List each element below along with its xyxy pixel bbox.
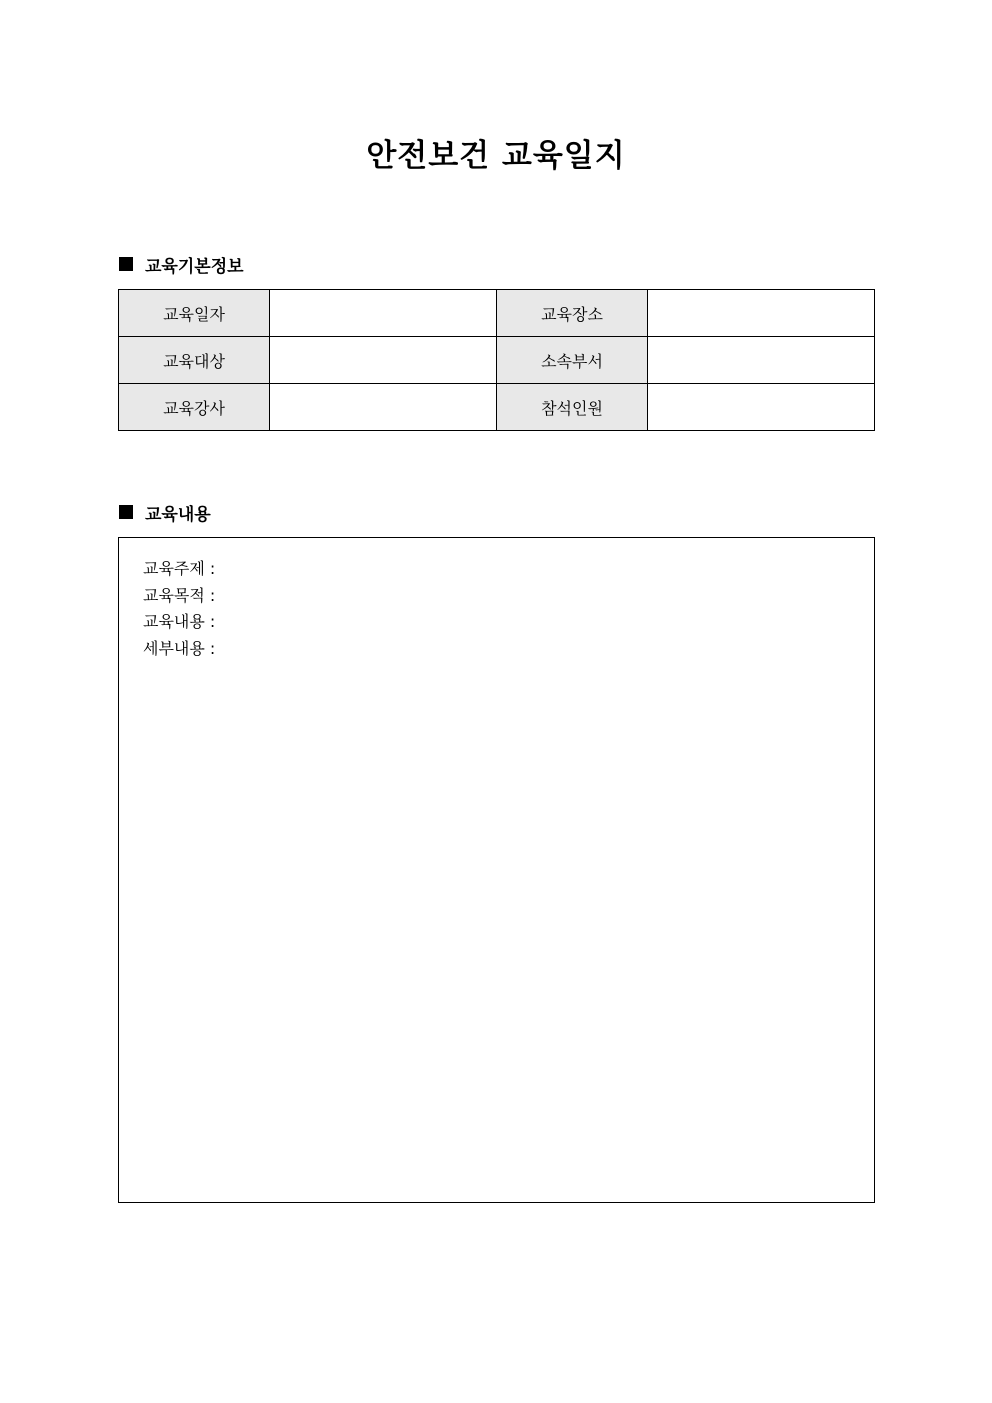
department-label: 소속부서: [497, 337, 648, 384]
page-title: 안전보건 교육일지: [366, 138, 626, 174]
education-content-line: 교육내용 :: [143, 612, 216, 631]
detailed-content-line: 세부내용 :: [143, 638, 216, 658]
instructor-field[interactable]: [270, 384, 497, 431]
education-date-label: 교육일자: [119, 290, 270, 337]
table-row: [119, 290, 875, 337]
education-place-field[interactable]: [648, 290, 875, 337]
attendees-label: 참석인원: [497, 384, 648, 431]
section-heading-label: 교육내용: [145, 504, 211, 525]
content-lines: [143, 556, 215, 662]
section-heading-label: 교육기본정보: [145, 256, 244, 277]
education-place-label: 교육장소: [497, 290, 648, 337]
education-purpose-line: 교육목적 :: [143, 585, 216, 605]
department-field[interactable]: [648, 337, 875, 384]
basic-info-table: [118, 289, 875, 431]
section-heading-content: [119, 500, 211, 524]
table-row: [119, 337, 875, 384]
instructor-label: 교육강사: [119, 384, 270, 431]
square-bullet-icon: [119, 505, 133, 519]
education-topic-line: 교육주제 :: [143, 559, 216, 578]
education-date-field[interactable]: [270, 290, 497, 337]
education-target-label: 교육대상: [119, 337, 270, 384]
section-heading-basic-info: [119, 252, 244, 276]
education-target-field[interactable]: [270, 337, 497, 384]
attendees-field[interactable]: [648, 384, 875, 431]
education-content-box[interactable]: [118, 537, 875, 1203]
square-bullet-icon: [119, 257, 133, 271]
table-row: [119, 384, 875, 431]
